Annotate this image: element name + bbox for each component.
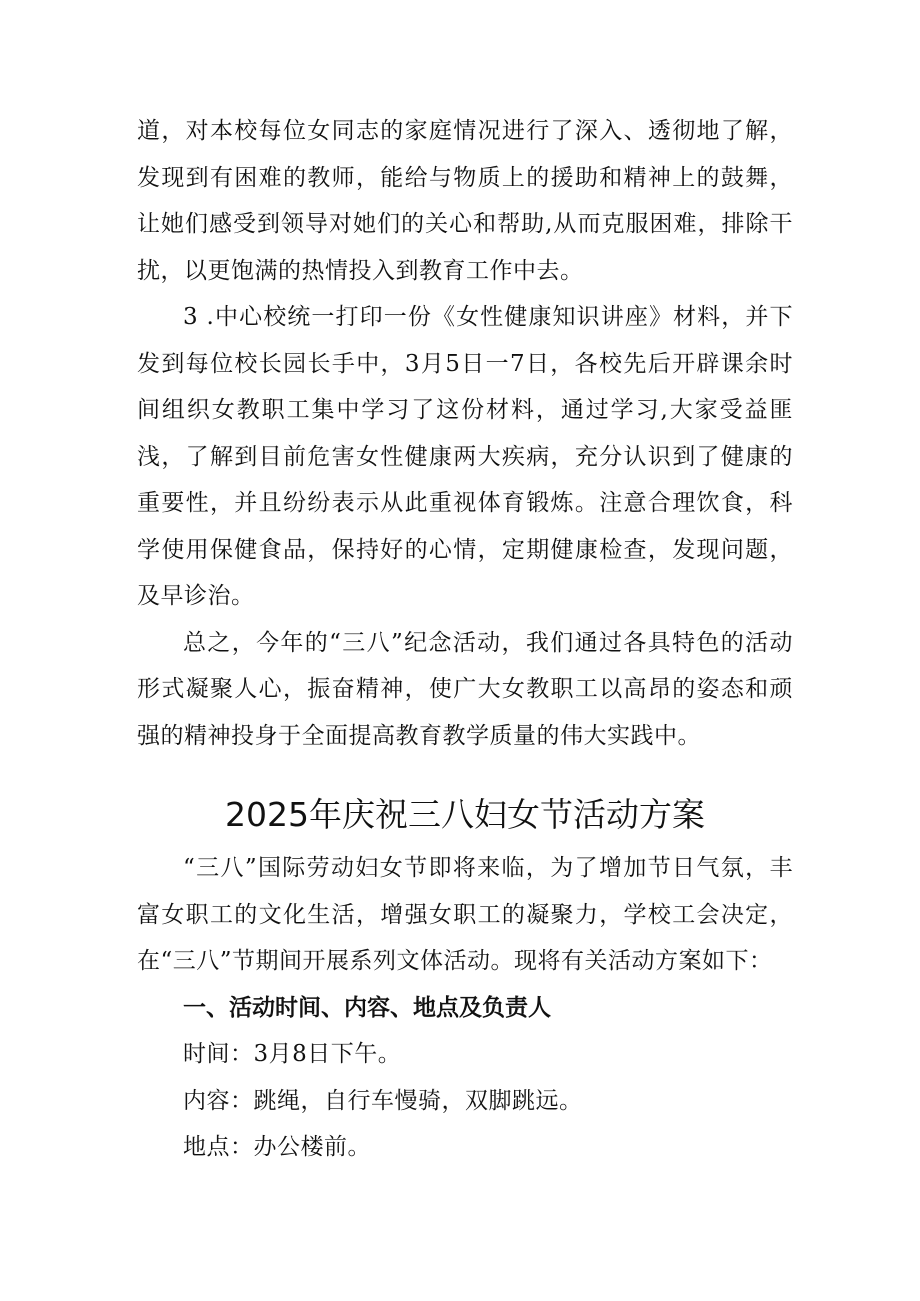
document-page [137,108,793,1171]
summary-paragraph: 总之，今年的“三八”纪念活动，我们通过各具特色的活动形式凝聚人心，振奋精神，使广大女教职工以高昂的姿态和顽强的精神投身于全面提高教育教学质量的伟大实践中。 [137,629,793,749]
document-title: 2025年庆祝三八妇女节活动方案 [225,795,705,834]
continued-paragraph: 道，对本校每位女同志的家庭情况进行了深入、透彻地了解，发现到有困难的教师，能给与物质上的援助和精神上的鼓舞，让她们感受到领导对她们的关心和帮助,从而克服困难，排除干扰，以更饱满的热情投入到教育工作中去。 [137,118,793,284]
intro-paragraph: “三八”国际劳动妇女节即将来临，为了增加节日气氛，丰富女职工的文化生活，增强女职工的凝聚力，学校工会决定，在“三八”节期间开展系列文体活动。现将有关活动方案如下： [137,855,793,974]
paragraph-3: 3 .中心校统一打印一份《女性健康知识讲座》材料，并下发到每位校长园长手中，3月5日一7日，各校先后开辟课余时间组织女教职工集中学习了这份材料，通过学习,大家受益匪浅，了解到目前危害女性健康两大疾病，充分认识到了健康的重要性，并且纷纷表示从此重视体育锻炼。注意合理饮食，科学使用保健食品，保持好的心情，定期健康检查，发现问题，及早诊治。 [137,304,793,609]
section-heading: 一、活动时间、内容、地点及负责人 [183,994,551,1021]
section-gap [137,759,793,775]
item-content: 内容：跳绳，自行车慢骑，双脚跳远。 [183,1087,583,1114]
item-location: 地点：办公楼前。 [183,1134,371,1160]
item-time: 时间：3月8日下午。 [183,1041,402,1067]
